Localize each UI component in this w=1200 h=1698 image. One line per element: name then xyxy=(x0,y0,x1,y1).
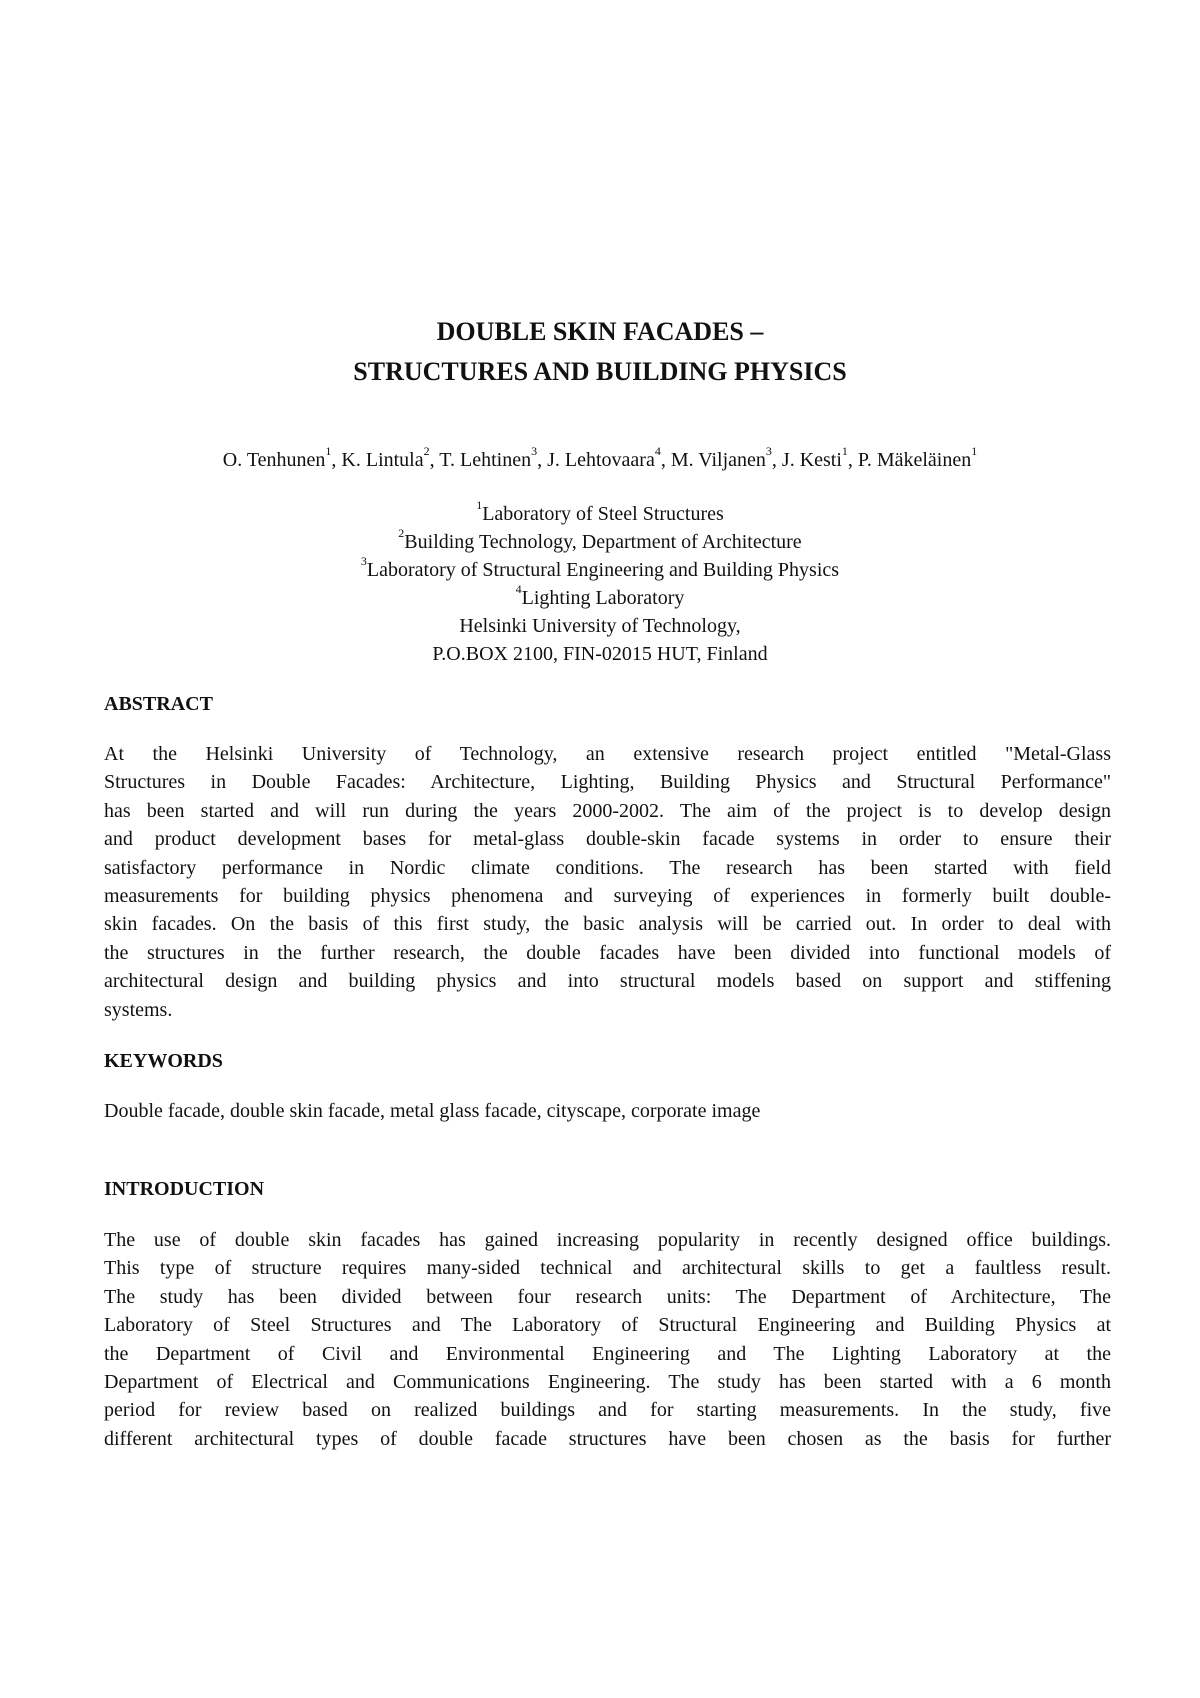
introduction-body xyxy=(104,1226,1111,1453)
paper-title xyxy=(0,312,1200,392)
title-line-1: DOUBLE SKIN FACADES – xyxy=(436,317,764,346)
author-name: K. Lintula xyxy=(341,449,424,471)
author-name: T. Lehtinen xyxy=(439,449,532,471)
text-line: has been started and will run during the years 2000-2002. The aim of the project is to develop design xyxy=(104,799,1111,822)
author-name: J. Lehtovaara xyxy=(547,449,655,471)
text-line: the structures in the further research, the double facades have been divided into functional models of xyxy=(104,941,1111,964)
affiliation-mark: 2 xyxy=(398,526,405,541)
affiliation-mark: 3 xyxy=(360,554,367,569)
keywords-body xyxy=(104,1097,1111,1125)
keywords-heading: KEYWORDS xyxy=(104,1050,223,1072)
affiliation-mark: 1 xyxy=(476,498,483,513)
affiliation-line xyxy=(0,612,1200,640)
text-line: and product development bases for metal-glass double-skin facade systems in order to ensure their xyxy=(104,828,1111,851)
text-line: At the Helsinki University of Technology, an extensive research project entitled "Metal-Glass xyxy=(104,743,1111,765)
text-line: Structures in Double Facades: Architecture, Lighting, Building Physics and Structural Performance" xyxy=(104,771,1111,794)
text-line: measurements for building physics phenomena and surveying of experiences in formerly built double- xyxy=(104,884,1111,907)
affiliation-line xyxy=(0,528,1200,556)
introduction-heading: INTRODUCTION xyxy=(104,1178,265,1200)
text-line: Department of Electrical and Communications Engineering. The study has been started with a 6 month xyxy=(104,1370,1111,1393)
affiliation-line xyxy=(0,640,1200,668)
author-separator: , xyxy=(537,449,548,471)
affiliation-line xyxy=(0,556,1200,584)
text-line: satisfactory performance in Nordic climate conditions. The research has been started with field xyxy=(104,856,1111,879)
author-separator: , xyxy=(429,449,440,471)
affiliation-line xyxy=(0,500,1200,528)
author-affiliation-mark: 4 xyxy=(654,444,661,459)
affiliation-line xyxy=(0,584,1200,612)
affiliation-text: Laboratory of Structural Engineering and Building Physics xyxy=(366,559,840,581)
abstract-heading: ABSTRACT xyxy=(104,693,213,715)
text-line: period for review based on realized buildings and for starting measurements. In the study, five xyxy=(104,1399,1111,1422)
abstract-body xyxy=(104,740,1111,1024)
author-affiliation-mark: 3 xyxy=(765,444,772,459)
keywords-text: Double facade, double skin facade, metal glass facade, cityscape, corporate image xyxy=(104,1100,761,1122)
author-separator: , xyxy=(847,449,858,471)
author-separator: , xyxy=(331,449,342,471)
author-name: J. Kesti xyxy=(781,449,842,471)
author-name: O. Tenhunen xyxy=(222,449,326,471)
text-line: The use of double skin facades has gained increasing popularity in recently designed office buildings. xyxy=(104,1229,1111,1251)
author-separator: , xyxy=(660,449,671,471)
affiliation-mark: 4 xyxy=(515,582,522,597)
affiliation-text: P.O.BOX 2100, FIN-02015 HUT, Finland xyxy=(432,643,768,665)
text-line: systems. xyxy=(104,998,173,1021)
text-line: the Department of Civil and Environmental Engineering and The Lighting Laboratory at the xyxy=(104,1342,1111,1365)
author-affiliation-mark: 2 xyxy=(423,444,430,459)
text-line: This type of structure requires many-sided technical and architectural skills to get a faultless result. xyxy=(104,1257,1111,1280)
affiliation-text: Laboratory of Steel Structures xyxy=(482,503,724,525)
author-affiliation-mark: 1 xyxy=(841,444,848,459)
author-name: M. Viljanen xyxy=(670,449,766,471)
author-list xyxy=(0,446,1200,474)
affiliation-text: Helsinki University of Technology, xyxy=(459,615,741,637)
author-name: P. Mäkeläinen xyxy=(857,449,972,471)
author-affiliation-mark: 1 xyxy=(971,444,978,459)
affiliation-text: Building Technology, Department of Architecture xyxy=(404,531,802,553)
affiliation-text: Lighting Laboratory xyxy=(521,587,685,609)
text-line: different architectural types of double facade structures have been chosen as the basis for further xyxy=(104,1427,1111,1450)
title-line-2: STRUCTURES AND BUILDING PHYSICS xyxy=(353,357,847,386)
text-line: architectural design and building physics and into structural models based on support and stiffening xyxy=(104,970,1111,993)
text-line: skin facades. On the basis of this first study, the basic analysis will be carried out. In order to deal with xyxy=(104,913,1111,936)
author-affiliation-mark: 3 xyxy=(531,444,538,459)
author-affiliation-mark: 1 xyxy=(325,444,332,459)
text-line: Laboratory of Steel Structures and The Laboratory of Structural Engineering and Building Physics at xyxy=(104,1314,1111,1337)
affiliation-list xyxy=(0,500,1200,668)
author-separator: , xyxy=(771,449,782,471)
text-line: The study has been divided between four research units: The Department of Architecture, The xyxy=(104,1285,1111,1308)
